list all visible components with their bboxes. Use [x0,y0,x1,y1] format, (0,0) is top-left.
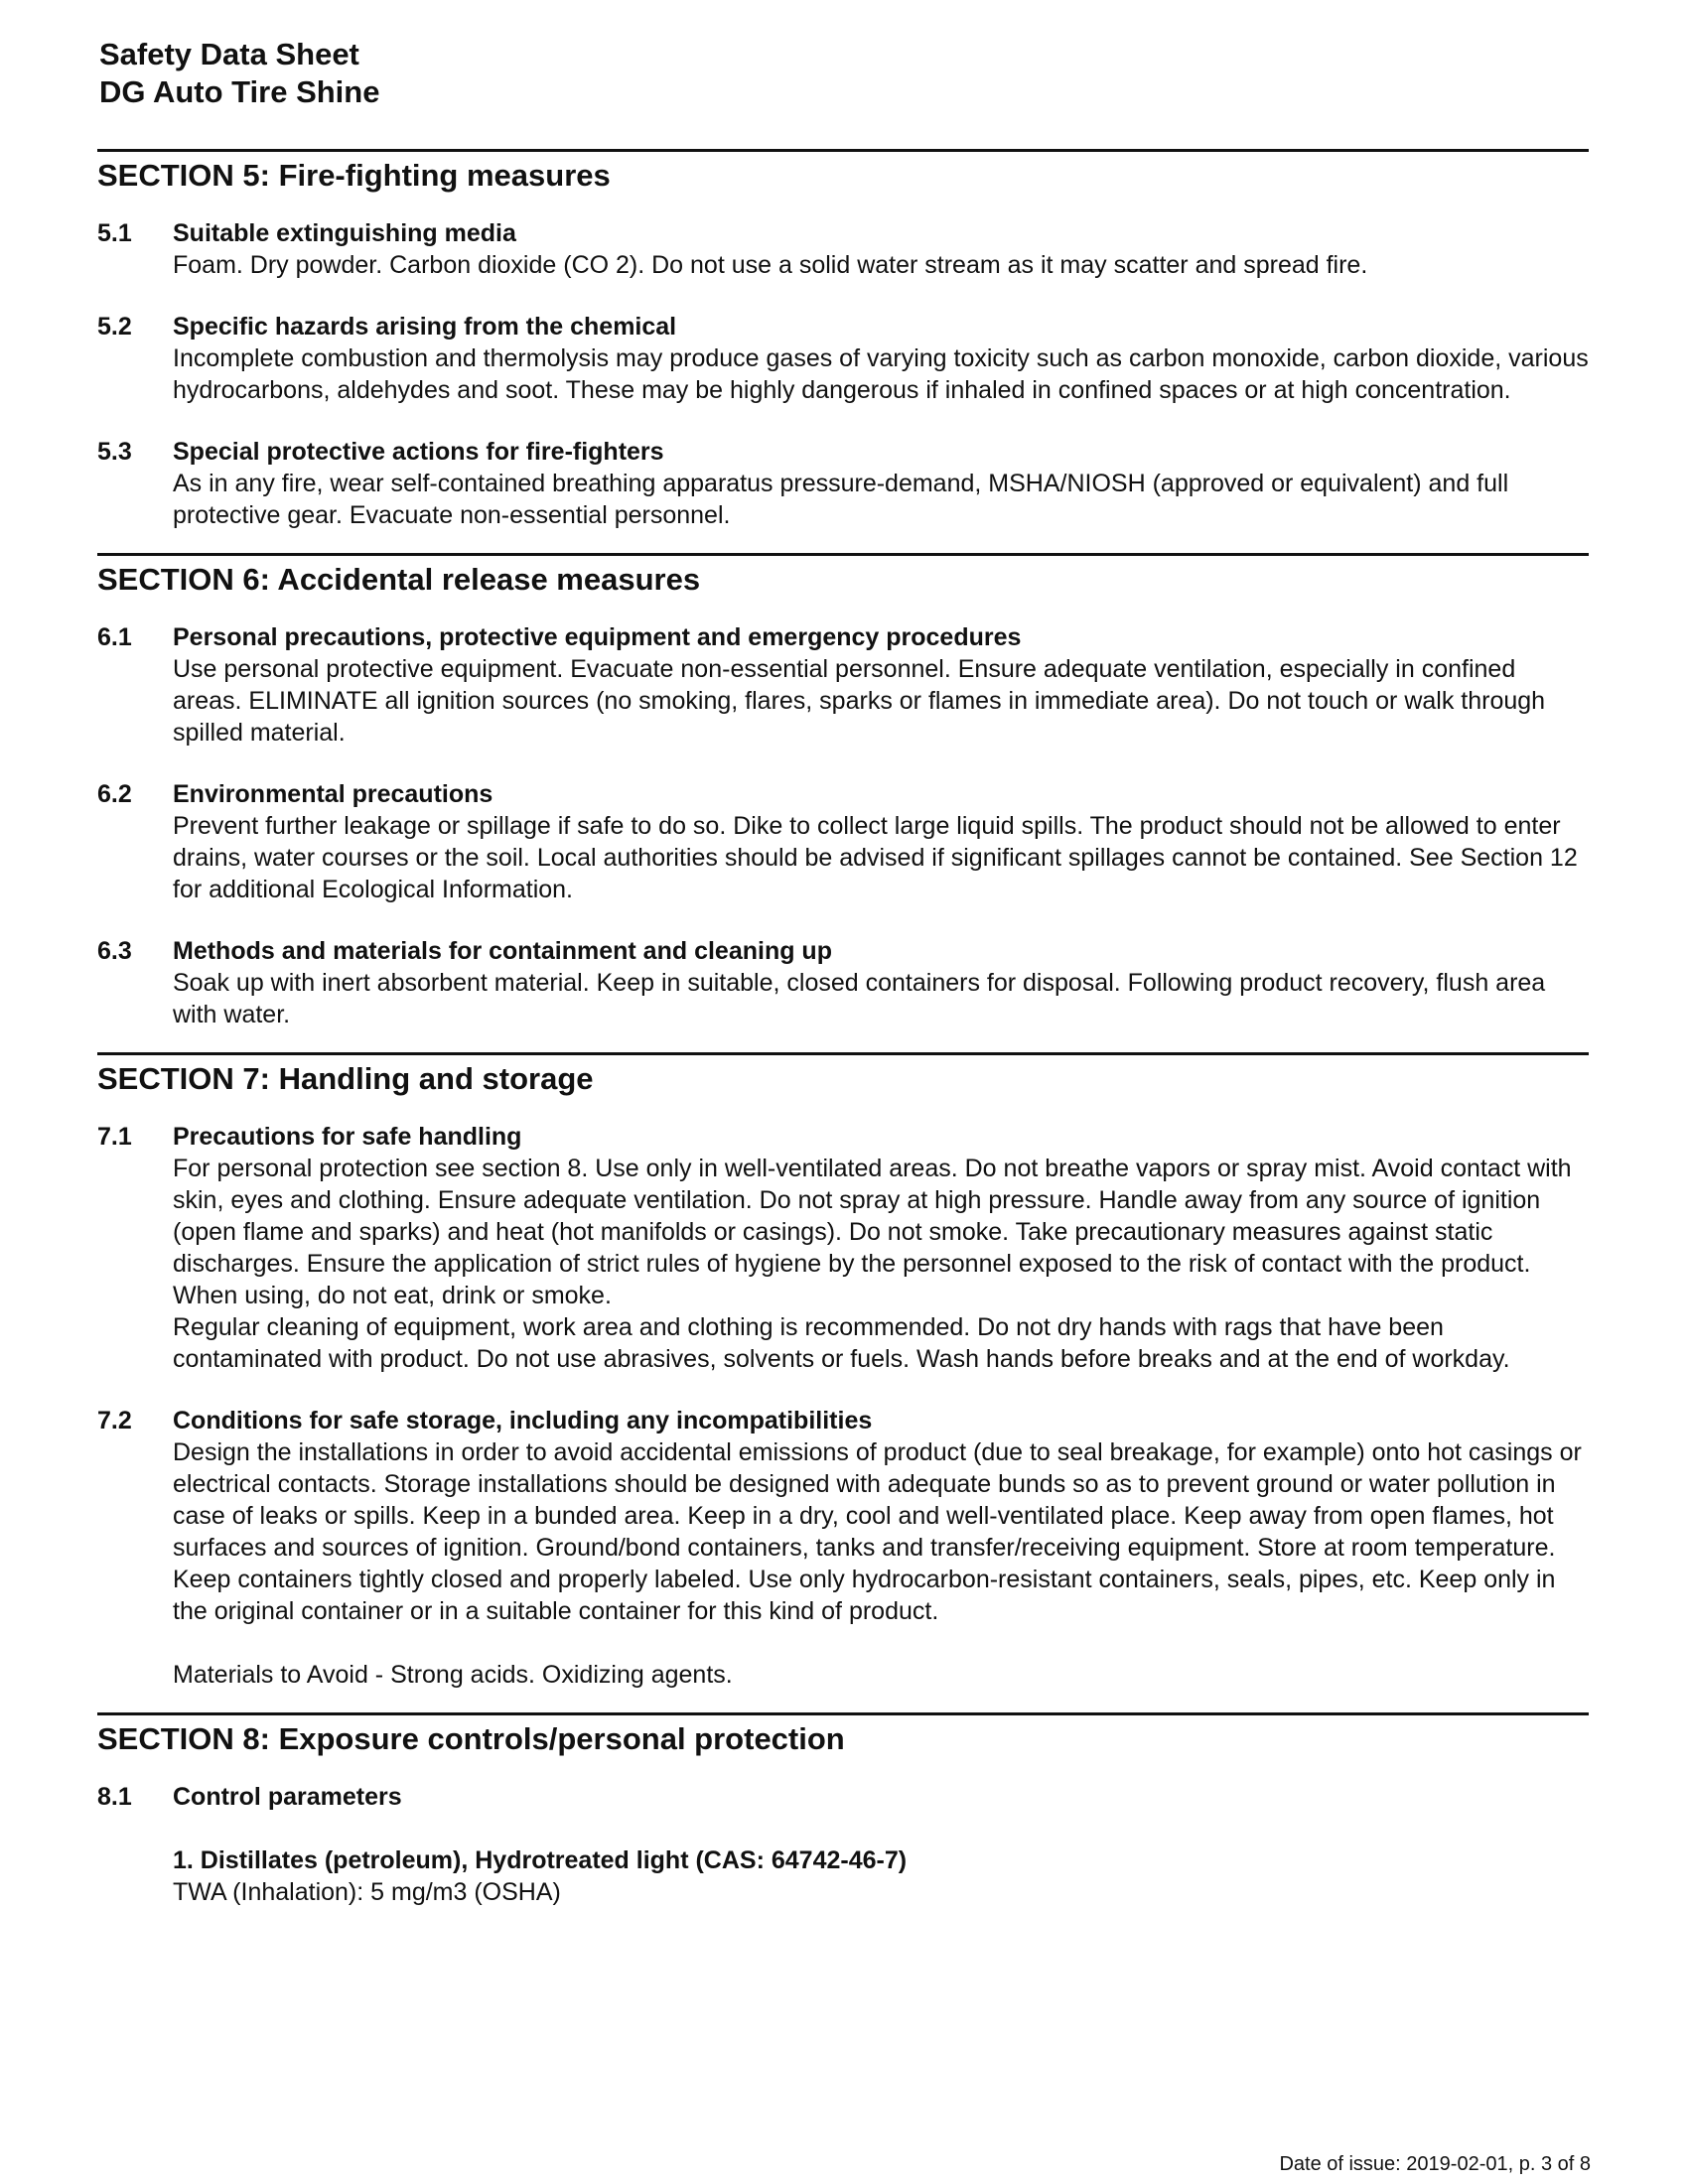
section-5 [97,149,1589,531]
subsection-title: Methods and materials for containment and cleaning up [173,937,832,965]
subsection-text: Incomplete combustion and thermolysis may produce gases of varying toxicity such as carbon monoxide, carbon dioxide, various hydrocarbons, aldehydes and soot. These may be highly dangerous if inhaled in confined spaces or at high concentration. [173,344,1589,404]
subsection-6-3 [97,935,1589,1030]
section-8 [97,1712,1589,1908]
subsection-number: 7.2 [97,1407,132,1434]
document-body [97,149,1589,1930]
section-6-heading: SECTION 6: Accidental release measures [97,553,1589,600]
product-name: DG Auto Tire Shine [99,74,380,109]
subsection-body [173,1405,1589,1691]
subsection-number: 6.2 [97,780,132,808]
subsection-6-2 [97,778,1589,905]
subsection-body [173,621,1589,749]
section-5-heading: SECTION 5: Fire-fighting measures [97,149,1589,196]
subsection-5-3 [97,436,1589,531]
section-7-heading: SECTION 7: Handling and storage [97,1052,1589,1099]
subsection-body [173,1781,1589,1908]
subsection-number: 6.3 [97,937,132,965]
document-header [99,36,379,111]
subsection-body [173,217,1589,281]
document-title: Safety Data Sheet [99,37,359,71]
subsection-body [173,778,1589,905]
section-7 [97,1052,1589,1691]
subsection-text: As in any fire, wear self-contained breathing apparatus pressure-demand, MSHA/NIOSH (approved or equivalent) and full protective gear. Evacuate non-essential personnel. [173,470,1509,529]
subsection-title: Environmental precautions [173,780,493,808]
subsection-body [173,1121,1589,1375]
subsection-number: 8.1 [97,1783,132,1811]
subsection-text: Use personal protective equipment. Evacuate non-essential personnel. Ensure adequate ventilation, especially in confined areas. ELIMINATE all ignition sources (no smoking, flares, sparks or flames in immediate area). Do not touch or walk through spilled material. [173,655,1546,747]
subsection-number: 5.2 [97,313,132,341]
subsection-text: For personal protection see section 8. Use only in well-ventilated areas. Do not breathe vapors or spray mist. Avoid contact with skin, eyes and clothing. Ensure adequate ventilation. Do not spray at high pressure. Handle away from any source of ignition (open flame and sparks) and heat (hot manifolds or casings). Do not smoke. Take precautionary measures against static discharges. Ensure the application of strict rules of hygiene by the personnel exposed to the risk of contact with the product. When using, do not eat, drink or smoke. [173,1155,1572,1309]
subsection-number: 5.1 [97,219,132,247]
subsection-title: Suitable extinguishing media [173,219,516,247]
subsection-8-1 [97,1781,1589,1908]
subsection-body [173,935,1589,1030]
subsection-title: Precautions for safe handling [173,1123,522,1151]
section-8-heading: SECTION 8: Exposure controls/personal protection [97,1712,1589,1759]
subsection-text: Foam. Dry powder. Carbon dioxide (CO 2). Do not use a solid water stream as it may scatter and spread fire. [173,251,1368,279]
subsection-number: 7.1 [97,1123,132,1151]
subsection-body [173,311,1589,406]
subsection-title: Conditions for safe storage, including any incompatibilities [173,1407,873,1434]
subsection-title: Control parameters [173,1783,402,1811]
subsection-number: 5.3 [97,438,132,466]
subsection-text: Prevent further leakage or spillage if safe to do so. Dike to collect large liquid spills. The product should not be allowed to enter drains, water courses or the soil. Local authorities should be advised if significant spillages cannot be contained. See Section 12 for additional Ecological Information. [173,812,1578,903]
subsection-6-1 [97,621,1589,749]
subsection-body [173,436,1589,531]
subsection-7-1 [97,1121,1589,1375]
subsection-text-continued: Regular cleaning of equipment, work area and clothing is recommended. Do not dry hands with rags that have been contaminated with product. Do not use abrasives, solvents or fuels. Wash hands before breaks and at the end of workday. [173,1313,1510,1373]
exposure-limit: TWA (Inhalation): 5 mg/m3 (OSHA) [173,1878,561,1906]
subsection-5-2 [97,311,1589,406]
page-footer: Date of issue: 2019-02-01, p. 3 of 8 [1279,2153,1591,2175]
subsection-title: Personal precautions, protective equipment and emergency procedures [173,623,1022,651]
subsection-5-1 [97,217,1589,281]
section-6 [97,553,1589,1030]
subsection-title: Specific hazards arising from the chemical [173,313,677,341]
substance-heading: 1. Distillates (petroleum), Hydrotreated light (CAS: 64742-46-7) [173,1846,908,1874]
subsection-text: Soak up with inert absorbent material. Keep in suitable, closed containers for disposal. Following product recovery, flush area with water. [173,969,1546,1028]
subsection-7-2 [97,1405,1589,1691]
materials-to-avoid: Materials to Avoid - Strong acids. Oxidizing agents. [173,1661,733,1689]
subsection-text: Design the installations in order to avoid accidental emissions of product (due to seal breakage, for example) onto hot casings or electrical contacts. Storage installations should be designed with adequate bunds so as to prevent ground or water pollution in case of leaks or spills. Keep in a bunded area. Keep in a dry, cool and well-ventilated place. Keep away from open flames, hot surfaces and sources of ignition. Ground/bond containers, tanks and transfer/receiving equipment. Store at room temperature. Keep containers tightly closed and properly labeled. Use only hydrocarbon-resistant containers, seals, pipes, etc. Keep only in the original container or in a suitable container for this kind of product. [173,1438,1582,1625]
subsection-number: 6.1 [97,623,132,651]
subsection-title: Special protective actions for fire-fighters [173,438,664,466]
